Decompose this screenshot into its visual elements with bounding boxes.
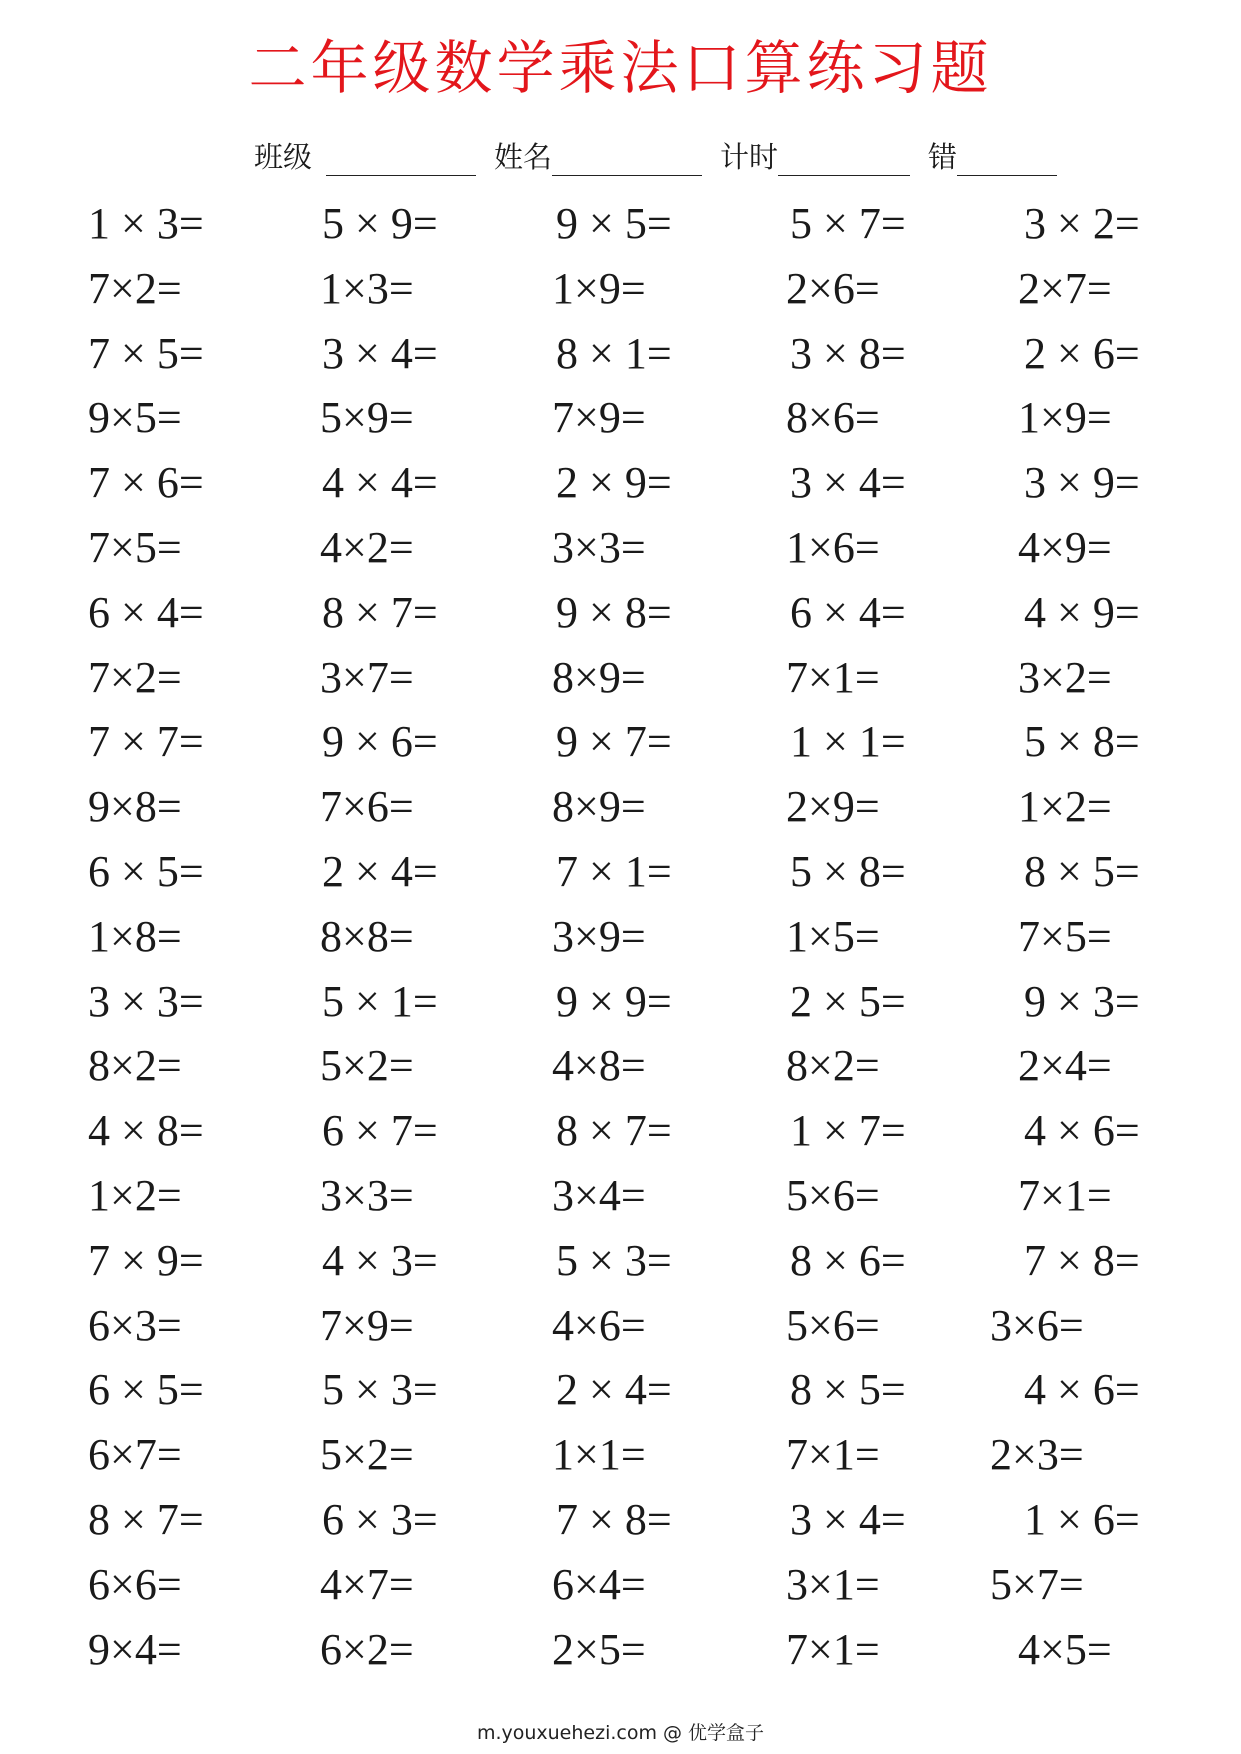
problem-item: 1 × 6=	[1024, 1495, 1140, 1544]
name-label: 姓名	[494, 140, 553, 174]
problem-item: 4×2=	[320, 523, 414, 572]
problem-row	[0, 1229, 1241, 1293]
problem-item: 9 × 6=	[322, 717, 438, 767]
problem-item: 2×6=	[786, 263, 880, 313]
problem-item: 3 × 8=	[790, 328, 906, 378]
errors-label: 错	[928, 140, 958, 174]
problem-item: 5×7=	[990, 1559, 1084, 1609]
problem-item: 1×9=	[1018, 393, 1112, 443]
problem-row	[0, 1423, 1241, 1487]
problem-item: 3×4=	[552, 1171, 646, 1220]
problem-item: 1×2=	[1018, 782, 1112, 832]
problem-item: 5 × 7=	[790, 199, 906, 248]
problem-item: 6×4=	[552, 1559, 646, 1609]
problem-item: 1 × 3=	[88, 199, 204, 248]
problem-item: 9 × 9=	[556, 976, 672, 1026]
problem-item: 8 × 6=	[790, 1235, 906, 1285]
problem-item: 3 × 4=	[790, 1495, 906, 1544]
problem-item: 5×2=	[320, 1430, 414, 1480]
problem-item: 9×4=	[88, 1624, 182, 1674]
problem-item: 9×8=	[88, 782, 182, 832]
problem-item: 2×3=	[990, 1430, 1084, 1480]
problem-item: 1×3=	[320, 263, 414, 313]
problem-item: 5 × 1=	[322, 976, 438, 1026]
problem-item: 5×6=	[786, 1300, 880, 1350]
problem-row	[0, 1358, 1241, 1422]
problem-item: 7×2=	[88, 263, 182, 313]
problem-item: 5×9=	[320, 393, 414, 443]
problem-item: 7×1=	[786, 652, 880, 702]
page-title: 二年级数学乘法口算练习题	[248, 34, 993, 102]
problem-row	[0, 646, 1241, 710]
problem-item: 8×2=	[88, 1041, 182, 1091]
problem-item: 4 × 8=	[88, 1106, 204, 1156]
problem-item: 1×5=	[786, 911, 880, 961]
problem-item: 7×6=	[320, 782, 414, 832]
problem-row	[0, 322, 1241, 386]
problem-item: 3×7=	[320, 652, 414, 702]
problem-item: 8×9=	[552, 652, 646, 702]
problem-item: 1×1=	[552, 1430, 646, 1480]
problem-row	[0, 581, 1241, 645]
problem-item: 8×2=	[786, 1041, 880, 1091]
problem-item: 8 × 5=	[790, 1365, 906, 1415]
problem-row	[0, 1553, 1241, 1617]
problem-row	[0, 1164, 1241, 1228]
problem-row	[0, 451, 1241, 515]
problem-item: 7 × 5=	[88, 328, 204, 378]
problem-row	[0, 905, 1241, 969]
problem-item: 2×5=	[552, 1624, 646, 1674]
problem-item: 1 × 1=	[790, 717, 906, 767]
problem-item: 5 × 3=	[322, 1365, 438, 1415]
time-label: 计时	[720, 140, 779, 174]
problem-row	[0, 1294, 1241, 1358]
problem-item: 5 × 9=	[322, 199, 438, 248]
problem-item: 9 × 7=	[556, 717, 672, 767]
problem-item: 3×9=	[552, 911, 646, 961]
problem-item: 3×3=	[320, 1171, 414, 1220]
problem-row	[0, 1034, 1241, 1098]
problem-item: 7×2=	[88, 652, 182, 702]
problem-item: 1 × 7=	[790, 1106, 906, 1156]
problem-item: 8 × 7=	[556, 1106, 672, 1156]
problem-item: 2 × 5=	[790, 976, 906, 1026]
problem-item: 5 × 3=	[556, 1235, 672, 1285]
problem-item: 3×2=	[1018, 652, 1112, 702]
problem-item: 7 × 6=	[88, 458, 204, 508]
problem-item: 4×8=	[552, 1041, 646, 1091]
problem-item: 8×6=	[786, 393, 880, 443]
problem-item: 2 × 4=	[556, 1365, 672, 1415]
problem-item: 3 × 4=	[790, 458, 906, 508]
problem-row	[0, 775, 1241, 839]
problem-item: 7×5=	[88, 523, 182, 572]
problem-item: 6×3=	[88, 1300, 182, 1350]
problem-item: 3 × 4=	[322, 328, 438, 378]
problem-row	[0, 192, 1241, 256]
problem-item: 2 × 4=	[322, 847, 438, 896]
problem-item: 7×1=	[786, 1430, 880, 1480]
problem-item: 6 × 5=	[88, 847, 204, 896]
problem-item: 6×7=	[88, 1430, 182, 1480]
problem-item: 2 × 6=	[1024, 328, 1140, 378]
problem-item: 6 × 7=	[322, 1106, 438, 1156]
problem-item: 6 × 4=	[88, 587, 204, 637]
problem-item: 8 × 5=	[1024, 847, 1140, 896]
problem-row	[0, 516, 1241, 580]
problem-item: 8 × 1=	[556, 328, 672, 378]
problem-item: 2×4=	[1018, 1041, 1112, 1091]
problem-item: 8 × 7=	[88, 1495, 204, 1544]
problem-item: 8 × 7=	[322, 587, 438, 637]
footer-source: m.youxuehezi.com @ 优学盒子	[476, 1722, 765, 1744]
problem-item: 7×1=	[1018, 1171, 1112, 1220]
problem-item: 3×6=	[990, 1300, 1084, 1350]
problem-item: 8×8=	[320, 911, 414, 961]
problem-row	[0, 1618, 1241, 1682]
problem-item: 4×5=	[1018, 1624, 1112, 1674]
problem-item: 8×9=	[552, 782, 646, 832]
problem-item: 3 × 2=	[1024, 199, 1140, 248]
problem-item: 6 × 5=	[88, 1365, 204, 1415]
problem-item: 5 × 8=	[790, 847, 906, 896]
problem-item: 7 × 9=	[88, 1235, 204, 1285]
problem-item: 5 × 8=	[1024, 717, 1140, 767]
problem-item: 4×9=	[1018, 523, 1112, 572]
problem-item: 7 × 8=	[556, 1495, 672, 1544]
problem-item: 4 × 9=	[1024, 587, 1140, 637]
problem-item: 4 × 3=	[322, 1235, 438, 1285]
problem-item: 3×1=	[786, 1559, 880, 1609]
problem-item: 5×6=	[786, 1171, 880, 1220]
problem-item: 9 × 5=	[556, 199, 672, 248]
problem-item: 7×9=	[320, 1300, 414, 1350]
problem-item: 7×1=	[786, 1624, 880, 1674]
problem-item: 7 × 7=	[88, 717, 204, 767]
problem-item: 9 × 3=	[1024, 976, 1140, 1026]
problem-row	[0, 386, 1241, 450]
problem-item: 4 × 6=	[1024, 1365, 1140, 1415]
problem-item: 2×7=	[1018, 263, 1112, 313]
problem-item: 4×6=	[552, 1300, 646, 1350]
problem-item: 4 × 4=	[322, 458, 438, 508]
problem-item: 1×9=	[552, 263, 646, 313]
problem-item: 3×3=	[552, 523, 646, 572]
problem-item: 9 × 8=	[556, 587, 672, 637]
problem-item: 1×2=	[88, 1171, 182, 1220]
problem-item: 1×8=	[88, 911, 182, 961]
problem-item: 6 × 4=	[790, 587, 906, 637]
problem-item: 4×7=	[320, 1559, 414, 1609]
problem-item: 6×2=	[320, 1624, 414, 1674]
problem-row	[0, 710, 1241, 774]
problem-item: 7×5=	[1018, 911, 1112, 961]
problem-row	[0, 970, 1241, 1034]
problem-item: 2×9=	[786, 782, 880, 832]
problem-item: 7 × 1=	[556, 847, 672, 896]
problem-row	[0, 257, 1241, 321]
class-label: 班级	[254, 140, 313, 174]
problem-item: 7×9=	[552, 393, 646, 443]
problem-item: 3 × 3=	[88, 976, 204, 1026]
problem-item: 9×5=	[88, 393, 182, 443]
problem-item: 4 × 6=	[1024, 1106, 1140, 1156]
problem-row	[0, 1099, 1241, 1163]
problem-item: 1×6=	[786, 523, 880, 572]
problem-row	[0, 1488, 1241, 1552]
problem-item: 2 × 9=	[556, 458, 672, 508]
problem-item: 5×2=	[320, 1041, 414, 1091]
problem-item: 6×6=	[88, 1559, 182, 1609]
problem-item: 3 × 9=	[1024, 458, 1140, 508]
problem-row	[0, 840, 1241, 904]
problem-item: 6 × 3=	[322, 1495, 438, 1544]
problem-item: 7 × 8=	[1024, 1235, 1140, 1285]
